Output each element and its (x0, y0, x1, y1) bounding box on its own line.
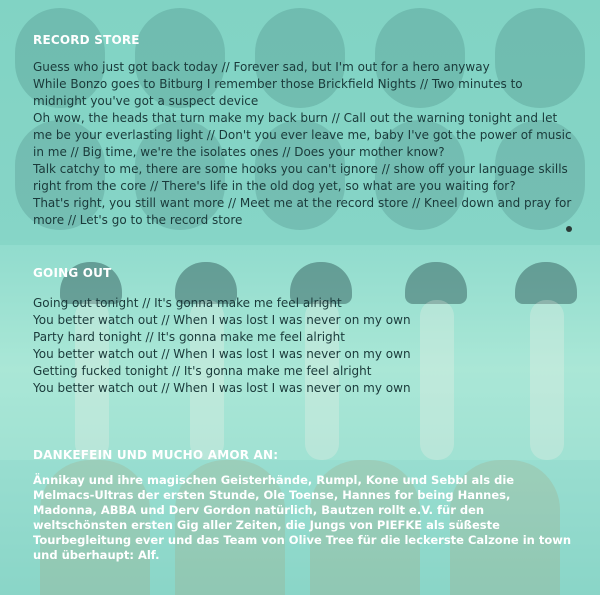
lyric-line: Oh wow, the heads that turn make my back burn // Call out the warning tonight and let me be your everlasting light // Don't you ever leave me, baby I've got the power of music in me // Big time, we're the isolates ones // Does your mother know? (33, 111, 572, 159)
section-heading-thanks: DANKEFEIN UND MUCHO AMOR AN: (33, 448, 279, 462)
lyric-line: You better watch out // When I was lost I was never on my own (33, 313, 411, 327)
lyric-line: Getting fucked tonight // It's gonna make me feel alright (33, 364, 372, 378)
lyric-line: You better watch out // When I was lost I was never on my own (33, 381, 411, 395)
thanks-paragraph: Ännikay und ihre magischen Geisterhände, Rumpl, Kone und Sebbl als die Melmacs-Ultras der ersten Stunde, Ole Toense, Hannes for being Hannes, Madonna, ABBA und Derv Gordon natürlich, Bautzen rollt e.V. für den weltschönsten ersten Gig aller Zeiten, die Jungs von PIEFKE als süßeste Tourbegleitung ever und das Team von Olive Tree für die leckerste Calzone in town und überhaupt: Alf. (33, 473, 572, 562)
lyric-line: Guess who just got back today // Forever sad, but I'm out for a hero anyway (33, 60, 490, 74)
lyric-line: While Bonzo goes to Bitburg I remember those Brickfield Nights // Two minutes to midnight you've got a suspect device (33, 77, 523, 108)
lyric-line: You better watch out // When I was lost I was never on my own (33, 347, 411, 361)
lyric-line: That's right, you still want more // Meet me at the record store // Kneel down and pray for more // Let's go to the record store (33, 196, 572, 227)
lyrics-record-store (33, 59, 578, 229)
section-heading-going-out: GOING OUT (33, 266, 112, 280)
lyrics-going-out (33, 295, 578, 397)
lyric-line: Talk catchy to me, there are some hooks you can't ignore // show off your language skills right from the core // There's life in the old dog yet, so what are you waiting for? (33, 162, 568, 193)
section-heading-record-store: RECORD STORE (33, 33, 140, 47)
lyric-line: Party hard tonight // It's gonna make me feel alright (33, 330, 345, 344)
lyric-line: Going out tonight // It's gonna make me feel alright (33, 296, 342, 310)
